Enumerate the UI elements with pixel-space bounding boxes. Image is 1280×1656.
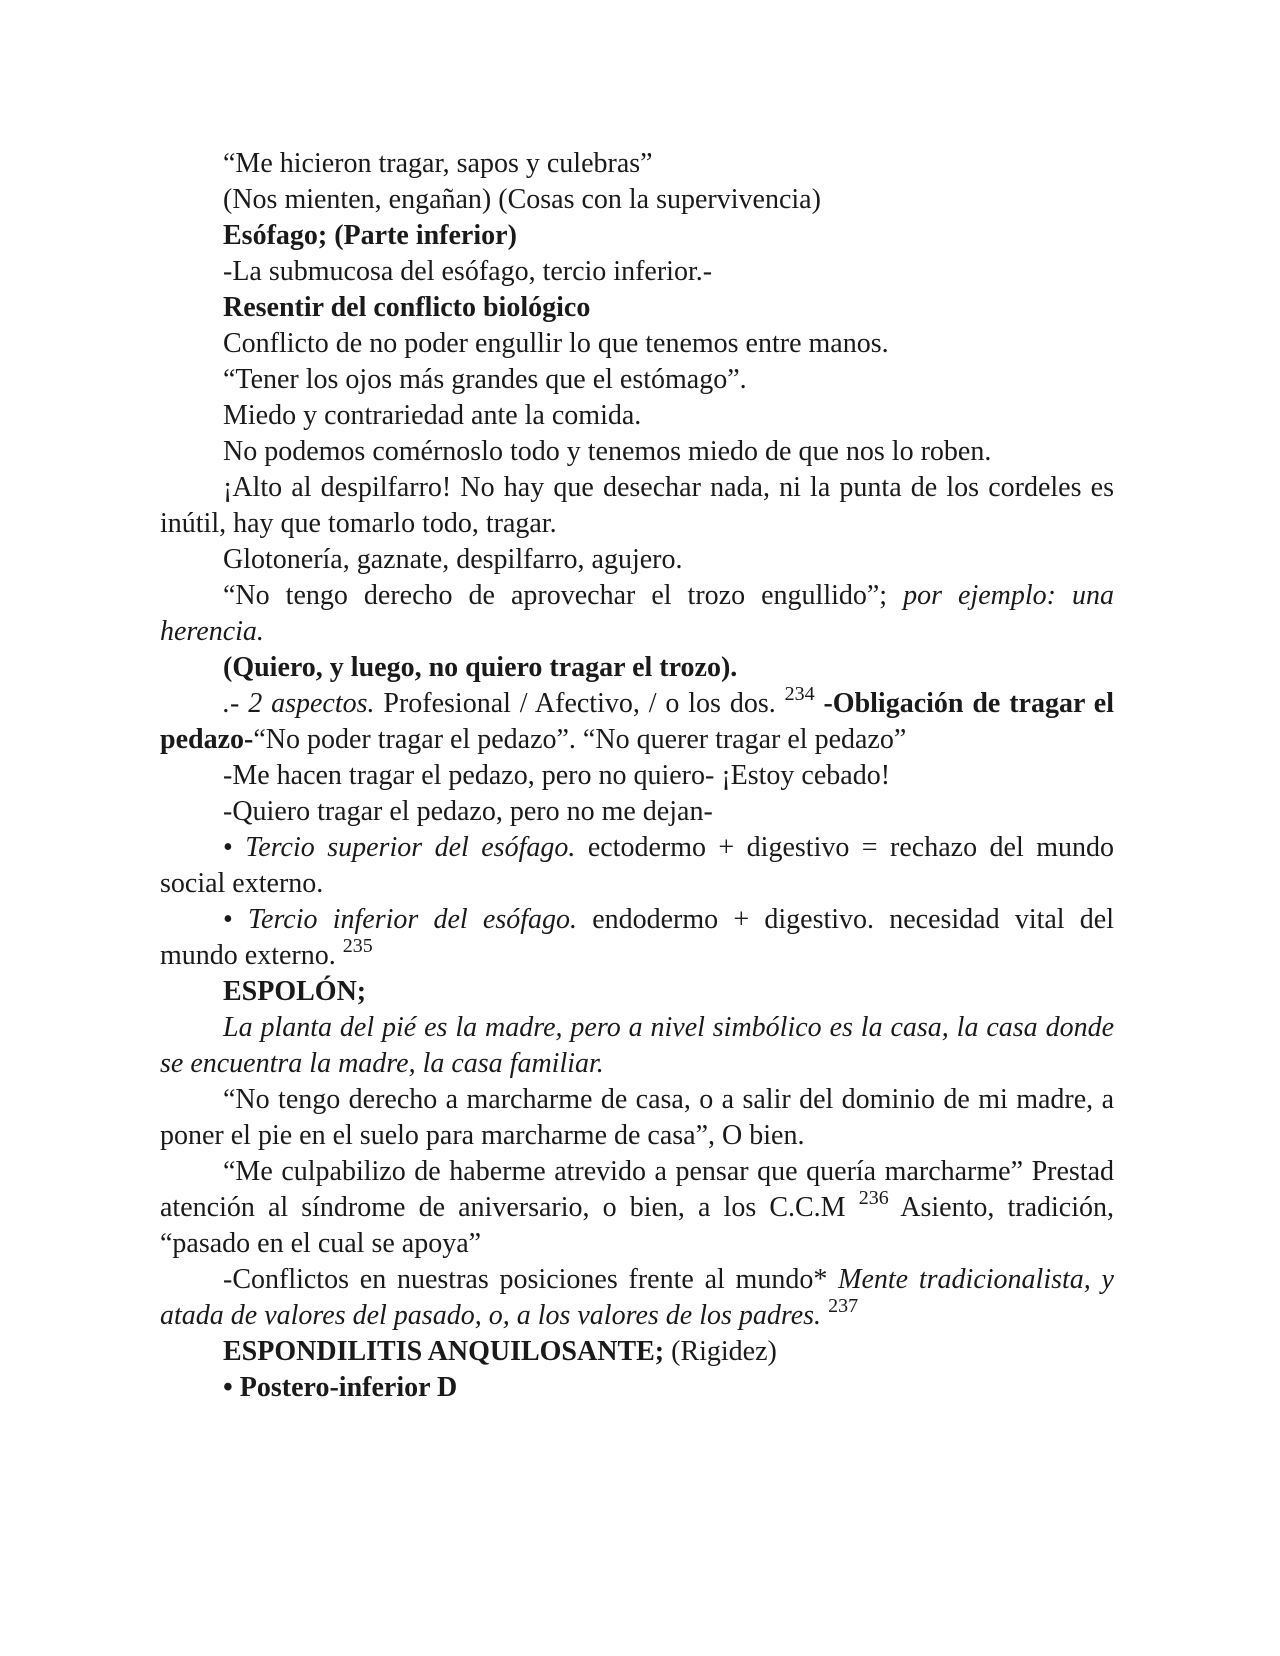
text-line: Conflicto de no poder engullir lo que tenemos entre manos. bbox=[223, 328, 889, 359]
text-line: “Tener los ojos más grandes que el estómago”. bbox=[223, 364, 747, 395]
heading-text: ESPOLÓN; bbox=[223, 976, 367, 1007]
italic-text: La planta del pié es la madre, pero a nivel simbólico es la casa, la casa donde se encuentra la madre, la casa familiar. bbox=[160, 1012, 1114, 1079]
paragraph bbox=[160, 1154, 1114, 1262]
bullet-bold: • Postero-inferior D bbox=[223, 1372, 458, 1403]
bullet-text: ectodermo + digestivo = rechazo del mundo social externo. bbox=[160, 832, 1114, 899]
aspects-text: Profesional / Afectivo, / o los dos. bbox=[383, 688, 776, 719]
footnote-ref: 236 bbox=[858, 1186, 889, 1209]
subheading-text: Resentir del conflicto biológico bbox=[223, 292, 591, 323]
bullet-icon: • bbox=[223, 832, 246, 863]
heading-text: Esófago; (Parte inferior) bbox=[223, 220, 517, 251]
text-line: -Quiero tragar el pedazo, pero no me dejan- bbox=[223, 796, 713, 827]
paragraph bbox=[160, 578, 1114, 650]
obligation-bold: -Obligación de tragar el pedazo- bbox=[160, 688, 1114, 755]
section-heading bbox=[160, 1334, 1114, 1370]
subheading bbox=[160, 290, 1114, 326]
text-line: -La submucosa del esófago, tercio inferior.- bbox=[223, 256, 713, 287]
heading-note: (Rigidez) bbox=[671, 1336, 777, 1367]
quote-span: “No tengo derecho de aprovechar el trozo engullido”; bbox=[223, 580, 888, 611]
italic-paragraph bbox=[160, 1010, 1114, 1082]
text-line: No podemos comérnoslo todo y tenemos miedo de que nos lo roben. bbox=[223, 436, 992, 467]
note-line: (Nos mienten, engañan) (Cosas con la supervivencia) bbox=[223, 184, 821, 215]
aspects-italic: .- 2 aspectos. bbox=[223, 688, 375, 719]
bullet-italic: Tercio inferior del esófago. bbox=[248, 904, 577, 935]
bullet-italic: Tercio superior del esófago. bbox=[245, 832, 576, 863]
footnote-ref: 237 bbox=[828, 1294, 859, 1317]
paragraph-text: “Me culpabilizo de haberme atrevido a pensar que quería marcharme” Prestad atención al síndrome de aniversario, o bien, a los C.C.M bbox=[160, 1156, 1114, 1223]
paragraph: ¡Alto al despilfarro! No hay que desechar nada, ni la punta de los cordeles es inútil, hay que tomarlo todo, tragar. bbox=[160, 472, 1114, 539]
example-italic: por ejemplo: una herencia. bbox=[160, 580, 1115, 647]
text-line: -Me hacen tragar el pedazo, pero no quiero- ¡Estoy cebado! bbox=[223, 760, 891, 791]
bold-line bbox=[160, 650, 1114, 686]
bullet-paragraph bbox=[160, 830, 1114, 902]
section-heading bbox=[160, 974, 1114, 1010]
text-line: Glotonería, gaznate, despilfarro, agujero. bbox=[223, 544, 683, 575]
paragraph-text: -Conflictos en nuestras posiciones frente al mundo* bbox=[223, 1264, 828, 1295]
bullet-icon: • bbox=[223, 904, 249, 935]
bullet-heading bbox=[160, 1370, 1114, 1406]
paragraph-text: Asiento, tradición, “pasado en el cual se apoya” bbox=[160, 1192, 1114, 1259]
bullet-paragraph bbox=[160, 902, 1114, 974]
text-line: Miedo y contrariedad ante la comida. bbox=[223, 400, 642, 431]
paragraph bbox=[160, 1262, 1114, 1334]
footnote-ref: 234 bbox=[784, 682, 815, 705]
italic-text: Mente tradicionalista, y atada de valores del pasado, o, a los valores de los padres. bbox=[160, 1264, 1114, 1331]
section-heading bbox=[160, 218, 1114, 254]
quote-span: “No poder tragar el pedazo”. “No querer tragar el pedazo” bbox=[253, 724, 907, 755]
quote-line: “Me hicieron tragar, sapos y culebras” bbox=[223, 148, 653, 179]
bullet-text: endodermo + digestivo. necesidad vital del mundo externo. bbox=[160, 904, 1114, 971]
paragraph bbox=[160, 682, 1114, 758]
paragraph: “No tengo derecho a marcharme de casa, o a salir del dominio de mi madre, a poner el pie en el suelo para marcharme de casa”, O bien. bbox=[160, 1084, 1114, 1151]
footnote-ref: 235 bbox=[342, 934, 373, 957]
heading-text: ESPONDILITIS ANQUILOSANTE; bbox=[223, 1336, 665, 1367]
page-body bbox=[160, 146, 1114, 1406]
bold-text: (Quiero, y luego, no quiero tragar el trozo). bbox=[223, 652, 738, 683]
